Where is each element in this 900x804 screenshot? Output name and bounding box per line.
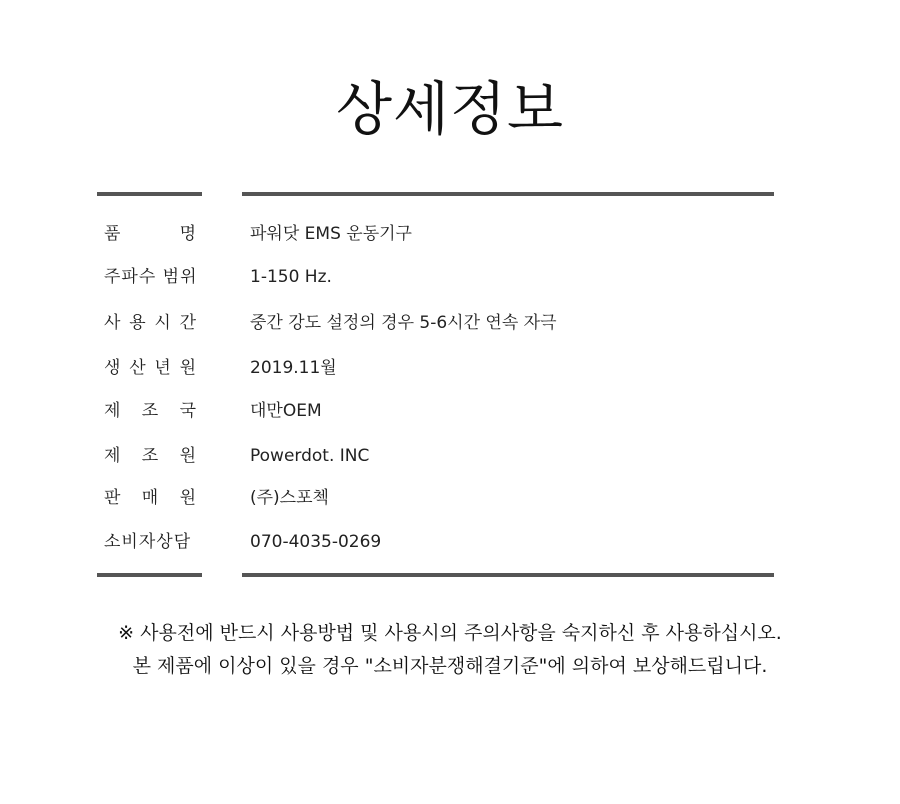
spec-value: (주)스포첵 <box>250 488 329 508</box>
spec-label-char: 원 <box>179 488 196 508</box>
spec-label-char: 용 <box>129 313 146 333</box>
spec-label: 주파수 범위 <box>104 267 198 287</box>
spec-value: 070-4035-0269 <box>250 532 382 552</box>
spec-value: 중간 강도 설정의 경우 5-6시간 연속 자극 <box>250 313 557 333</box>
spec-label-char: 판 <box>104 488 121 508</box>
spec-row-product-name <box>0 219 900 249</box>
table-top-rule-right <box>242 192 774 196</box>
spec-row-seller <box>0 483 900 513</box>
spec-label-char: 원 <box>179 446 196 466</box>
spec-label-char: 간 <box>179 313 196 333</box>
spec-label-char: 조 <box>141 446 159 466</box>
spec-value: 2019.11월 <box>250 358 337 378</box>
spec-row-customer-service <box>0 527 900 557</box>
spec-label <box>104 308 196 338</box>
spec-label-char: 년 <box>154 358 171 378</box>
spec-label-char: 생 <box>104 358 121 378</box>
spec-label <box>104 219 196 249</box>
spec-label-char: 품 <box>104 224 121 244</box>
spec-label-char: 제 <box>104 401 121 421</box>
spec-row-usage-time <box>0 308 900 338</box>
spec-label <box>104 441 196 471</box>
spec-label-char: 국 <box>179 401 196 421</box>
spec-label-char: 시 <box>154 313 171 333</box>
spec-label-char: 명 <box>179 224 196 244</box>
spec-label <box>104 353 196 383</box>
spec-row-country-of-manufacture <box>0 396 900 426</box>
spec-label-char: 조 <box>141 401 159 421</box>
spec-label-char: 매 <box>141 488 159 508</box>
spec-label-char: 사 <box>104 313 121 333</box>
spec-value: 대만OEM <box>250 401 322 421</box>
compensation-notice: 본 제품에 이상이 있을 경우 "소비자분쟁해결기준"에 의하여 보상해드립니다. <box>132 655 768 677</box>
spec-label-char: 제 <box>104 446 121 466</box>
spec-value: 파워닷 EMS 운동기구 <box>250 224 412 244</box>
table-top-rule-left <box>97 192 202 196</box>
spec-row-frequency-range <box>0 262 900 292</box>
spec-label-char: 원 <box>179 358 196 378</box>
spec-row-production-date <box>0 353 900 383</box>
spec-label <box>104 396 196 426</box>
spec-label: 소비자상담 <box>104 532 192 552</box>
spec-label-char: 산 <box>129 358 146 378</box>
usage-notice: ※ 사용전에 반드시 사용방법 및 사용시의 주의사항을 숙지하신 후 사용하십시오. <box>118 622 782 644</box>
table-bottom-rule-left <box>97 573 202 577</box>
spec-value: 1-150 Hz. <box>250 267 332 287</box>
page-title: 상세정보 <box>335 75 565 143</box>
spec-value: Powerdot. INC <box>250 446 370 466</box>
spec-label <box>104 483 196 513</box>
table-bottom-rule-right <box>242 573 774 577</box>
spec-row-manufacturer <box>0 441 900 471</box>
